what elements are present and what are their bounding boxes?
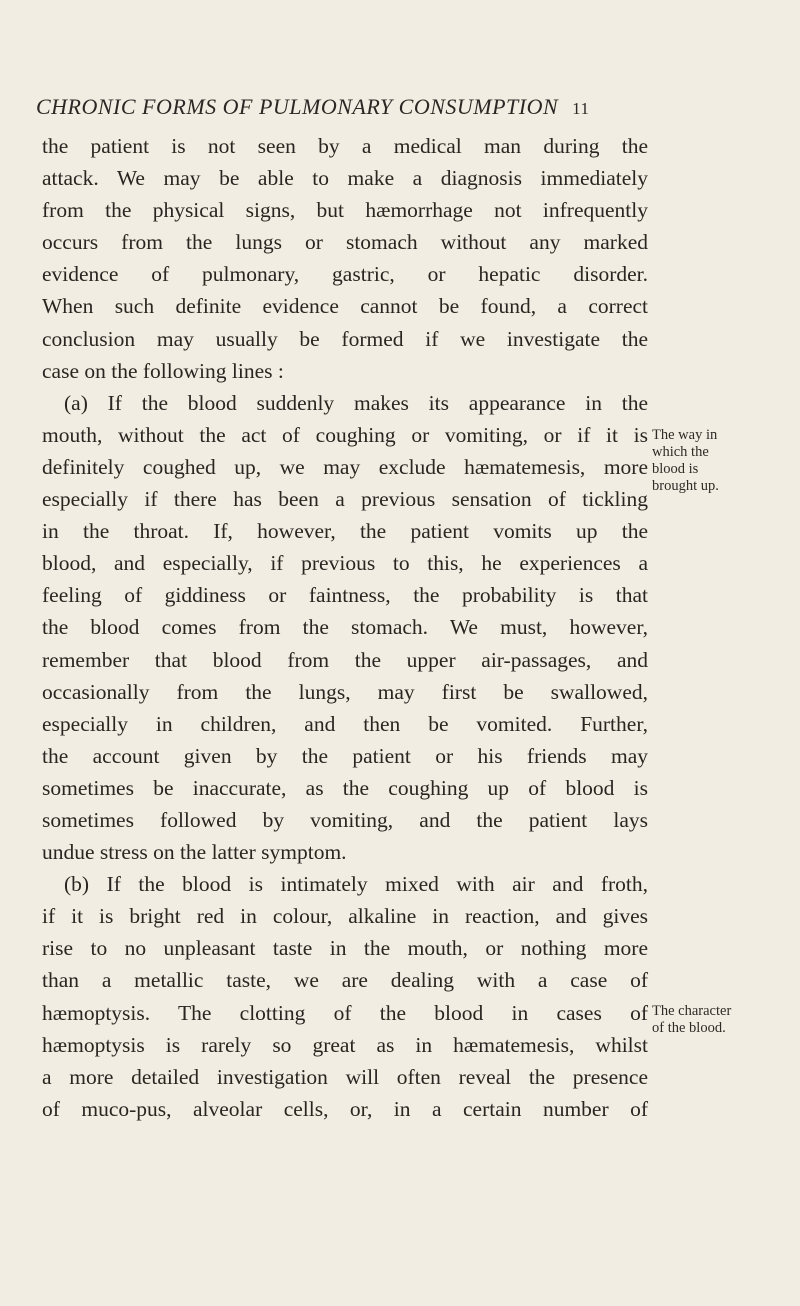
text-line: the blood comes from the stomach. We must, however, (42, 615, 648, 640)
text-line: When such definite evidence cannot be found, a correct (42, 294, 648, 319)
text-line: occasionally from the lungs, may first be swallowed, (42, 679, 648, 704)
margin-note-blood-brought-up (652, 427, 800, 495)
text-line: if it is bright red in colour, alkaline in reaction, and gives (42, 904, 648, 929)
text-line: hæmoptysis is rarely so great as in hæmatemesis, whilst (42, 1032, 648, 1057)
text-line: occurs from the lungs or stomach without any marked (42, 230, 648, 255)
text-line: the account given by the patient or his friends may (42, 743, 648, 768)
text-line: than a metallic taste, we are dealing with a case of (42, 968, 648, 993)
text-line: the patient is not seen by a medical man during the (42, 134, 648, 158)
text-line: (a) If the blood suddenly makes its appearance in the (64, 390, 648, 415)
text-line: definitely coughed up, we may exclude hæmatemesis, more (42, 454, 648, 479)
text-line: especially if there has been a previous sensation of tickling (42, 487, 648, 512)
text-line: case on the following lines : (42, 358, 284, 383)
text-line: in the throat. If, however, the patient vomits up the (42, 519, 648, 544)
text-line: (b) If the blood is intimately mixed with air and froth, (64, 872, 648, 897)
text-line: undue stress on the latter symptom. (42, 840, 347, 865)
margin-note-line: blood is (652, 461, 699, 477)
margin-note-character-of-blood (652, 1003, 800, 1037)
text-line: feeling of giddiness or faintness, the probability is that (42, 583, 648, 608)
margin-note-line: The character (652, 1003, 732, 1019)
running-head (36, 94, 676, 120)
text-line: blood, and especially, if previous to this, he experiences a (42, 551, 648, 576)
text-line: sometimes followed by vomiting, and the patient lays (42, 807, 648, 832)
margin-note-line: brought up. (652, 478, 719, 494)
text-line: of muco-pus, alveolar cells, or, in a certain number of (42, 1096, 648, 1121)
body-text (42, 130, 648, 1125)
text-line: mouth, without the act of coughing or vomiting, or if it is (42, 422, 648, 447)
margin-note-line: The way in (652, 427, 718, 443)
text-line: evidence of pulmonary, gastric, or hepatic disorder. (42, 262, 648, 287)
text-line: from the physical signs, but hæmorrhage not infrequently (42, 198, 648, 223)
text-line: hæmoptysis. The clotting of the blood in cases of (42, 1000, 648, 1025)
text-line: especially in children, and then be vomited. Further, (42, 711, 648, 736)
text-line: remember that blood from the upper air-passages, and (42, 647, 648, 672)
margin-note-line: of the blood. (652, 1020, 726, 1036)
text-line: rise to no unpleasant taste in the mouth, or nothing more (42, 936, 648, 961)
text-line: a more detailed investigation will often reveal the presence (42, 1064, 648, 1089)
text-line: attack. We may be able to make a diagnosis immediately (42, 166, 648, 191)
margin-note-line: which the (652, 444, 709, 460)
text-line: sometimes be inaccurate, as the coughing up of blood is (42, 775, 648, 800)
running-title: CHRONIC FORMS OF PULMONARY CONSUMPTION (36, 94, 559, 119)
text-line: conclusion may usually be formed if we investigate the (42, 326, 648, 351)
page-number: 11 (572, 99, 590, 118)
